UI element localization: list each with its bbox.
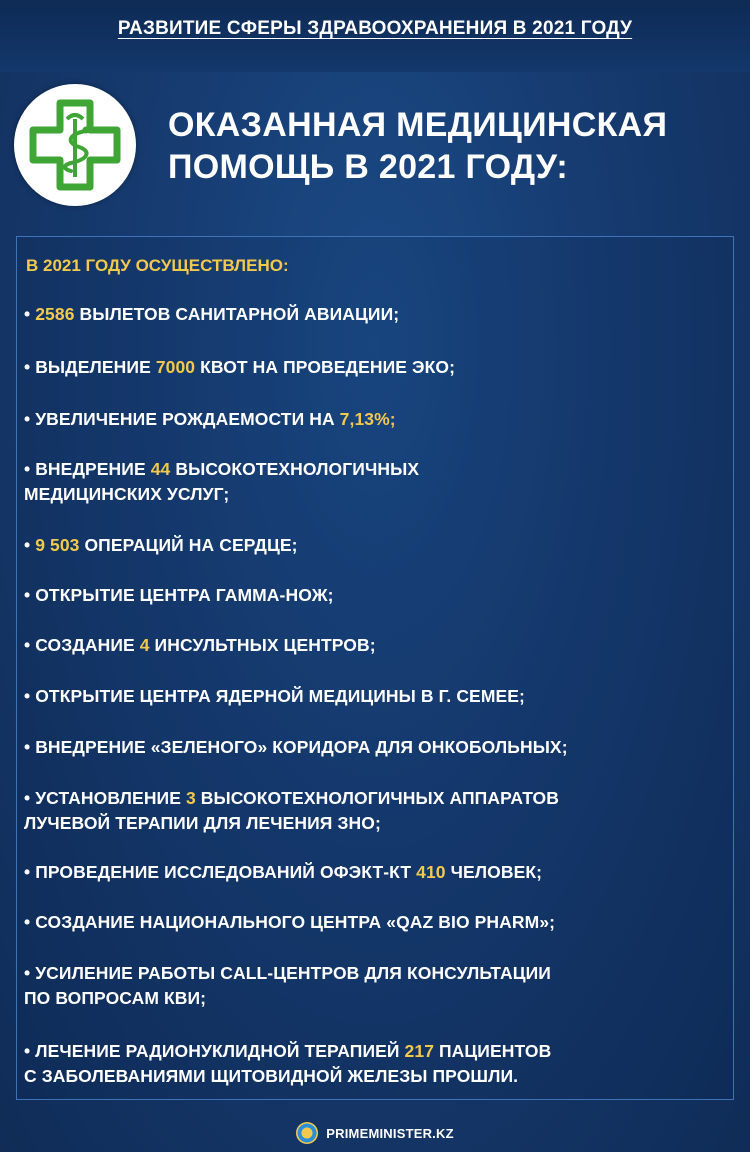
list-item (24, 961, 724, 1011)
item-text: ИНСУЛЬТНЫХ ЦЕНТРОВ; (149, 635, 376, 655)
banner-title: РАЗВИТИЕ СФЕРЫ ЗДРАВООХРАНЕНИЯ В 2021 ГОДУ (117, 18, 633, 39)
item-text: ВЫСОКОТЕХНОЛОГИЧНЫХ АППАРАТОВ (195, 788, 559, 808)
bullet: • (24, 635, 31, 655)
list-item: • ВНЕДРЕНИЕ «ЗЕЛЕНОГО» КОРИДОРА ДЛЯ ОНКОБОЛЬНЫХ; (24, 737, 568, 757)
item-text: ВЫСОКОТЕХНОЛОГИЧНЫХ (170, 459, 420, 479)
item-text: ВЫДЕЛЕНИЕ (30, 357, 156, 377)
list-item (24, 633, 724, 658)
bullet: • (24, 459, 31, 479)
item-text: ВНЕДРЕНИЕ (30, 459, 151, 479)
list-item (24, 407, 724, 432)
footer (0, 1120, 750, 1146)
item-text: ЛЕЧЕНИЕ РАДИОНУКЛИДНОЙ ТЕРАПИЕЙ (30, 1041, 405, 1061)
list-item (24, 302, 724, 327)
highlight-number: 9 503 (35, 535, 80, 555)
item-text: ЧЕЛОВЕК; (445, 862, 543, 882)
list-item: • ОТКРЫТИЕ ЦЕНТРА ЯДЕРНОЙ МЕДИЦИНЫ В Г. СЕМЕЕ; (24, 686, 525, 706)
intro-heading: В 2021 ГОДУ ОСУЩЕСТВЛЕНО: (26, 256, 289, 275)
highlight-number: 3 (185, 788, 196, 808)
item-text: УВЕЛИЧЕНИЕ РОЖДАЕМОСТИ НА (30, 409, 340, 429)
list-item (24, 533, 724, 558)
highlight-number: 410 (416, 862, 446, 882)
list-item: • ОТКРЫТИЕ ЦЕНТРА ГАММА-НОЖ; (24, 585, 334, 605)
list-item (24, 457, 724, 507)
highlight-number: 4 (139, 635, 150, 655)
item-text-line-2: ПО ВОПРОСАМ КВИ; (24, 988, 207, 1008)
logo-badge (14, 84, 136, 206)
list-item: • СОЗДАНИЕ НАЦИОНАЛЬНОГО ЦЕНТРА «QAZ BIO PHARM»; (24, 912, 556, 932)
page-title-line-2: ПОМОЩЬ В 2021 ГОДУ: (168, 148, 569, 186)
list-item (24, 1039, 724, 1089)
bullet: • (24, 862, 31, 882)
highlight-number: 2586 (35, 304, 75, 324)
highlight-number: 44 (150, 459, 171, 479)
bullet: • (24, 788, 31, 808)
bullet: • (24, 1041, 31, 1061)
footer-site-link[interactable]: PRIMEMINISTER.KZ (326, 1125, 454, 1141)
item-text: • УСИЛЕНИЕ РАБОТЫ CALL-ЦЕНТРОВ ДЛЯ КОНСУЛЬТАЦИИ (24, 963, 551, 983)
highlight-number: 7,13%; (339, 409, 396, 429)
item-text-line-2: ЛУЧЕВОЙ ТЕРАПИИ ДЛЯ ЛЕЧЕНИЯ ЗНО; (24, 813, 381, 833)
item-text-line-2: С ЗАБОЛЕВАНИЯМИ ЩИТОВИДНОЙ ЖЕЛЕЗЫ ПРОШЛИ. (24, 1066, 519, 1086)
item-text: ПАЦИЕНТОВ (434, 1041, 552, 1061)
item-text-line-2: МЕДИЦИНСКИХ УСЛУГ; (24, 484, 230, 504)
item-text: КВОТ НА ПРОВЕДЕНИЕ ЭКО; (195, 357, 456, 377)
item-text: ОПЕРАЦИЙ НА СЕРДЦЕ; (79, 535, 298, 555)
item-text: ВЫЛЕТОВ САНИТАРНОЙ АВИАЦИИ; (74, 304, 400, 324)
item-text: ПРОВЕДЕНИЕ ИССЛЕДОВАНИЙ ОФЭКТ-КТ (30, 862, 417, 882)
pharmacy-cross-icon (27, 97, 123, 193)
bullet: • (24, 409, 31, 429)
page-title (168, 104, 738, 188)
bullet: • (24, 304, 31, 324)
list-item (24, 860, 724, 885)
bullet: • (24, 357, 31, 377)
page-title-line-1: ОКАЗАННАЯ МЕДИЦИНСКАЯ (168, 106, 668, 144)
list-item (24, 786, 724, 836)
bullet: • (24, 535, 31, 555)
list-item (24, 355, 724, 380)
item-text: УСТАНОВЛЕНИЕ (30, 788, 186, 808)
highlight-number: 217 (404, 1041, 435, 1061)
item-text: СОЗДАНИЕ (30, 635, 140, 655)
kazakhstan-emblem-icon (296, 1122, 318, 1144)
highlight-number: 7000 (155, 357, 196, 377)
